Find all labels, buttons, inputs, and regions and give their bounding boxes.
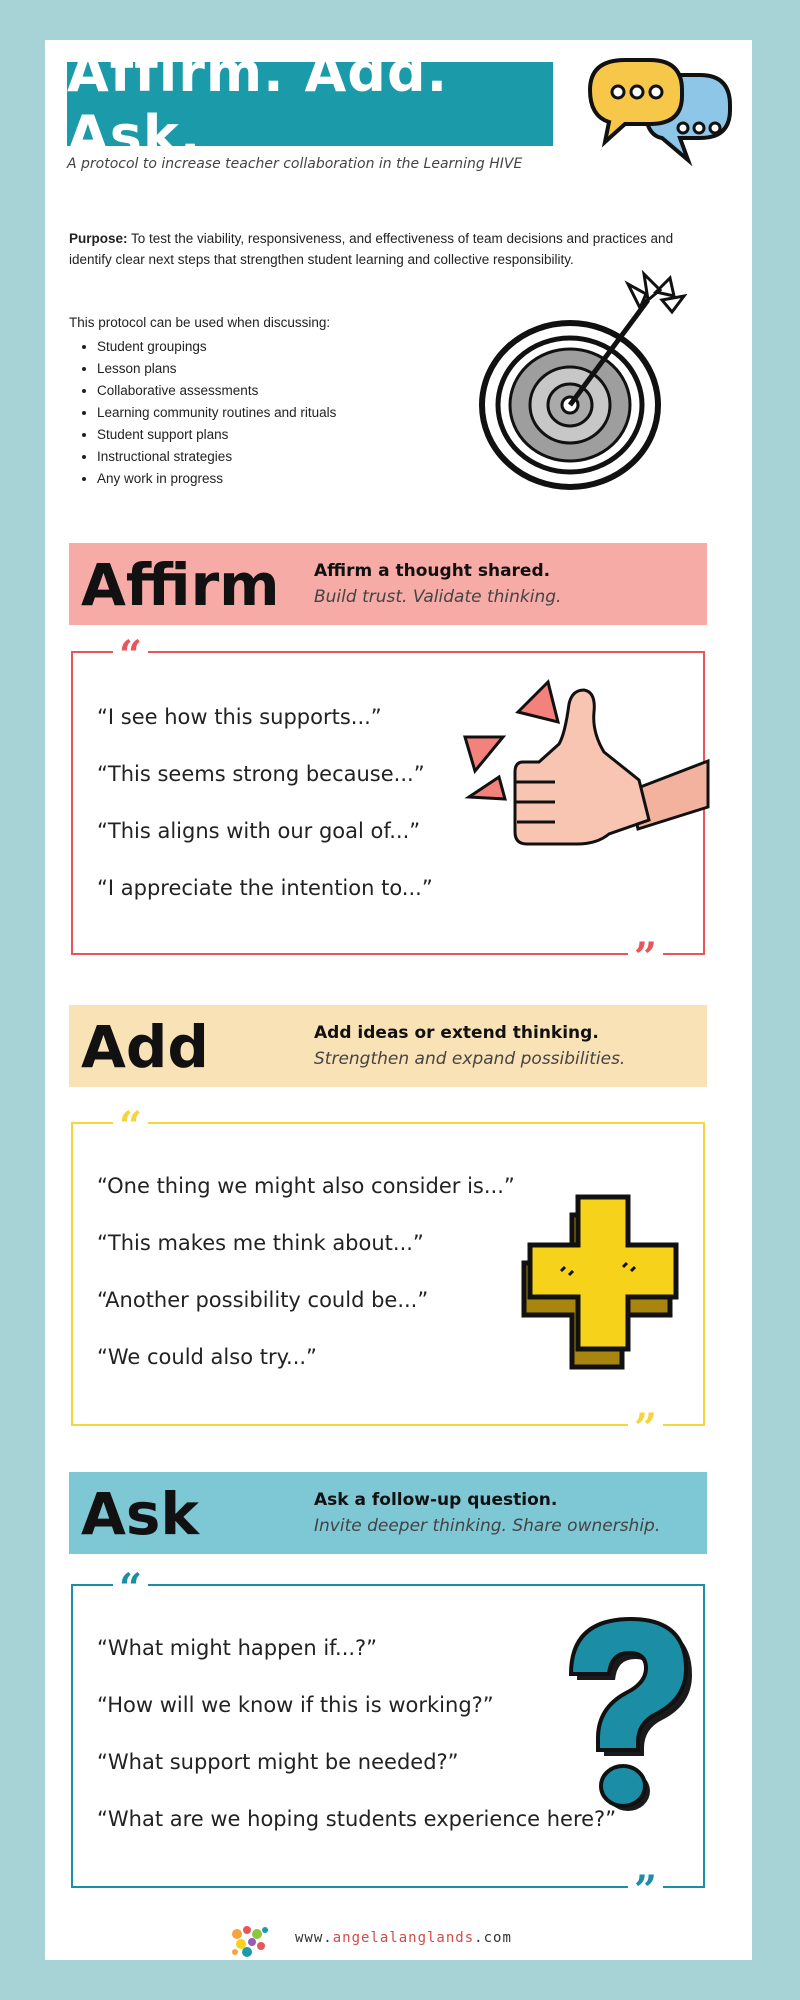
- list-item: • Instructional strategies: [97, 446, 336, 468]
- affirm-heading: Affirm a thought shared.: [314, 561, 551, 581]
- affirm-subheading: Build trust. Validate thinking.: [314, 587, 562, 607]
- ask-title: Ask: [81, 1480, 199, 1548]
- affirm-band: [69, 543, 707, 625]
- add-band: [69, 1005, 707, 1087]
- affirm-phrase: “This seems strong because...”: [97, 762, 425, 786]
- question-mark-icon: [551, 1614, 691, 1814]
- affirm-phrase: “I see how this supports...”: [97, 705, 382, 729]
- purpose-text: To test the viability, responsiveness, and effectiveness of team decisions and practices and identify clear next steps that strengthen student learning and collective responsibility.: [69, 231, 674, 267]
- list-item: • Student support plans: [97, 424, 336, 446]
- add-phrase: “One thing we might also consider is...”: [97, 1174, 515, 1198]
- ask-phrase: “What support might be needed?”: [97, 1750, 459, 1774]
- affirm-title: Affirm: [81, 551, 280, 619]
- url-prefix: www.: [295, 1930, 333, 1946]
- ask-heading: Ask a follow-up question.: [314, 1490, 558, 1510]
- usage-intro: This protocol can be used when discussing:: [69, 315, 331, 330]
- purpose-label: Purpose:: [69, 231, 128, 246]
- target-arrow-icon: [470, 270, 710, 500]
- plus-icon: [523, 1189, 688, 1374]
- affirm-phrase: “I appreciate the intention to...”: [97, 876, 433, 900]
- add-phrase: “This makes me think about...”: [97, 1231, 424, 1255]
- affirm-phrase: “This aligns with our goal of...”: [97, 819, 421, 843]
- ask-phrase: “What might happen if...?”: [97, 1636, 378, 1660]
- add-subheading: Strengthen and expand possibilities.: [314, 1049, 626, 1069]
- page-subtitle: A protocol to increase teacher collaboration in the Learning HIVE: [67, 156, 523, 172]
- ask-quote-box: [71, 1565, 705, 1914]
- affirm-quote-box: [71, 632, 705, 981]
- footer: [45, 1920, 752, 1960]
- ask-phrase: “What are we hoping students experience here?”: [97, 1807, 617, 1831]
- url-domain: angelalanglands: [332, 1930, 475, 1946]
- thumbs-up-icon: [463, 667, 708, 867]
- hive-logo-icon: [225, 1920, 271, 1962]
- list-item: • Collaborative assessments: [97, 380, 336, 402]
- infographic-page: [45, 40, 752, 1960]
- close-quote-icon: ”: [628, 1414, 663, 1436]
- add-title: Add: [81, 1013, 209, 1081]
- ask-subheading: Invite deeper thinking. Share ownership.: [314, 1516, 661, 1536]
- add-quote-box: [71, 1103, 705, 1452]
- url-suffix: .com: [474, 1930, 512, 1946]
- close-quote-icon: ”: [628, 943, 663, 965]
- usage-list: [71, 336, 336, 490]
- add-heading: Add ideas or extend thinking.: [314, 1023, 599, 1043]
- footer-url[interactable]: [295, 1930, 512, 1946]
- ask-phrase: “How will we know if this is working?”: [97, 1693, 494, 1717]
- list-item: • Learning community routines and rituals: [97, 402, 336, 424]
- open-quote-icon: “: [113, 1574, 148, 1596]
- page-title: Affirm. Add. Ask.: [67, 41, 449, 167]
- add-phrase: “We could also try...”: [97, 1345, 317, 1369]
- list-item: • Any work in progress: [97, 468, 336, 490]
- open-quote-icon: “: [113, 1112, 148, 1134]
- chat-bubbles-icon: [585, 50, 735, 180]
- purpose-paragraph: [69, 228, 679, 270]
- list-item: • Lesson plans: [97, 358, 336, 380]
- add-phrase: “Another possibility could be...”: [97, 1288, 429, 1312]
- close-quote-icon: ”: [628, 1876, 663, 1898]
- open-quote-icon: “: [113, 641, 148, 663]
- ask-band: [69, 1472, 707, 1554]
- list-item: • Student groupings: [97, 336, 336, 358]
